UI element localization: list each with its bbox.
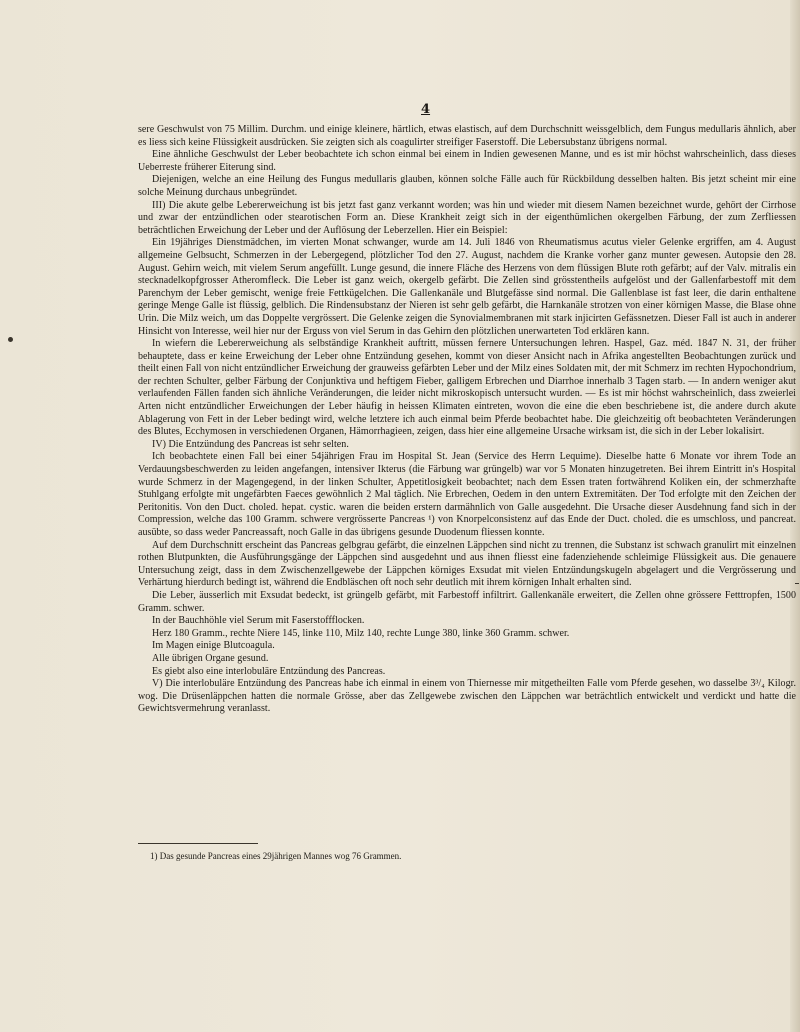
paragraph: Eine ähnliche Geschwulst der Leber beobachtete ich schon einmal bei einem in Indien gewesenen Manne, und es ist mir höchst wahrscheinlich, dass dieses Ueberreste früherer Eiterung sind. xyxy=(138,149,796,173)
paragraph: Es giebt also eine interlobuläre Entzündung des Pancreas. xyxy=(152,665,386,677)
paragraph: In der Bauchhöhle viel Serum mit Faserstoffflocken. xyxy=(152,615,365,627)
section-heading: IV) Die Entzündung des Pancreas ist sehr selten. xyxy=(152,438,349,450)
paragraph: V) Die interlobuläre Entzündung des Pancreas habe ich einmal in einem von Thiernesse mir mitgetheilten Falle vom Pferde gesehen, wo dasselbe 3³/₄ Kilogr. wog. Die Drüsenläppchen hatten die normale Grösse, aber das Zellgewebe zwischen den Läppchen war beträchtlich entwickelt und verdickt und hatte die Gewichtsvermehrung veranlasst. xyxy=(138,678,796,715)
paragraph: Ein 19jähriges Dienstmädchen, im vierten Monat schwanger, wurde am 14. Juli 1846 von Rheumatismus acutus vieler Gelenke ergriffen, am 4. August allgemeine Gelbsucht, Schmerzen in der Lebergegend, plötzlicher Tod den 27. August, nachdem die Kranke vorher ganz munter gewesen. Autopsie den 28. August. Gehirn weich, mit vielem Serum angefüllt. Lunge gesund, die innere Fläche des Herzens von dem flüssigen Blute roth gefärbt; auf der Valv. mitralis ein stecknadelkopfgrosser Atheromfleck. Die Leber ist ganz weich, okergelb gefärbt. Die Zellen sind grösstentheils aufgelöst und der Gallenfarbestoff mit dem Parenchym der Leber gemischt, wenige freie Fettkügelchen. Die Gallenkanäle und Blutgefässe sind normal. Die Gallenblase ist fast leer, die darin enthaltene geringe Menge Galle ist flüssig, gelblich. Die Rindensubstanz der Nieren ist sehr gelb gefärbt, die Harnkanäle strotzen von einer körnigen Masse, die Blase ohne Urin. Die Milz weich, um das Doppelte vergrössert. Die Gelenke zeigen die Synovialmembranen mit stark injicirten Gefässnetzen. Dieser Fall ist auch in anderer Hinsicht von Interesse, weil hier nur der Erguss von viel Serum in das Gehirn den plötzlichen unerwarteten Tod erklären kann. xyxy=(138,237,796,337)
footnote: 1) Das gesunde Pancreas eines 29jährigen Mannes wog 76 Grammen. xyxy=(150,851,402,861)
paragraph: sere Geschwulst von 75 Millim. Durchm. und einige kleinere, härtlich, etwas elastisch, auf dem Durchschnitt weissgelblich, dem Fungus medullaris ähnlich, aber es liess sich keine Flüssigkeit ausdrücken. Sie zeigten sich als coagulirter streifiger Faserstoff. Die Lebersubstanz übrigens normal. xyxy=(138,124,796,148)
paragraph: Herz 180 Gramm., rechte Niere 145, linke 110, Milz 140, rechte Lunge 380, linke 360 Gramm. schwer. xyxy=(152,627,570,639)
paragraph: In wiefern die Lebererweichung als selbständige Krankheit auftritt, müssen fernere Untersuchungen lehren. Haspel, Gaz. méd. 1847 N. 31, der früher behauptete, dass er keine Erweichung der Leber ohne Entzündung gesehen, kommt von dieser Ansicht nach in Afrika angestellten Beobachtungen zurück und theilt einen Fall von nicht entzündlicher Erweichung der grauweiss gefärbten Leber und der Milz eines Soldaten mit, der mit Schmerz im rechten Hypochondrium, der rechten Schulter, gelber Färbung der Conjunktiva und heftigem Fieber, galligem Erbrechen und Diarrhoe innerhalb 3 Tagen starb. — In andern weniger akut verlaufenden Fällen fanden sich ähnliche Veränderungen, die leider nicht mikroskopisch untersucht wurden. — Es ist mir höchst wahrscheinlich, dass zweierlei Arten nicht entzündlicher Erweichungen der Leber häufig in heissen Klimaten eintreten, wovon die eine die eben beschriebene ist, die andere durch akute Ablagerung von Fett in der Leber bedingt wird, welche letztere ich auch einmal beim Pferde beobachtet habe. Die gleichzeitig oft beobachteten Veränderungen des Blutes, Ecchymosen in verschiedenen Organen, Hämorrhagieen, zeigen, dass hier eine allgemeine Ursache wirksam ist, die sich in der Leber lokalisirt. xyxy=(138,338,796,438)
paragraph: Auf dem Durchschnitt erscheint das Pancreas gelbgrau gefärbt, die einzelnen Läppchen sind nicht zu trennen, die Substanz ist schwach granulirt mit einzelnen rothen Blutpunkten, die Ausführungsgänge der Läppchen sind ausgedehnt und aus ihnen fliesst eine fadenziehende schleimige Flüssigkeit aus. Die genauere Untersuchung zeigt, dass in dem Zwischenzellgewebe der Läppchen körniges Exsudat mit vielen Entzündungskugeln abgelagert und die Vergrösserung und Verhärtung hierdurch bedingt ist, während die Endbläschen oft noch sehr deutlich mit ihrem körnigen Inhalt erhalten sind. xyxy=(138,539,796,589)
page-number: 4 xyxy=(421,102,431,117)
paragraph: III) Die akute gelbe Lebererweichung ist bis jetzt fast ganz verkannt worden; was hin und wieder mit diesem Namen bezeichnet wurde, gehört der Cirrhose und zwar der entzündlichen oder stearotischen Form an. Diese Krankheit zeigt sich in der eigenthümlichen okergelben Färbung, der zum Zerfliessen beträchtlichen Erweichung der Leber und der Auflösung der Leberzellen. Hier ein Beispiel: xyxy=(138,199,796,236)
paragraph: Die Leber, äusserlich mit Exsudat bedeckt, ist grüngelb gefärbt, mit Farbestoff infiltrirt. Gallenkanäle erweitert, die Zellen ohne grössere Fetttropfen, 1500 Gramm. schwer. xyxy=(138,589,796,614)
paragraph: Alle übrigen Organe gesund. xyxy=(152,652,269,664)
margin-dot xyxy=(8,337,13,342)
paragraph: Ich beobachtete einen Fall bei einer 54jährigen Frau im Hospital St. Jean (Service des Herrn Lequime). Dieselbe hatte 6 Monate vor ihrem Tode an Verdauungsbeschwerden zu leiden angefangen, intensiver Ikterus (die Färbung war grüngelb) war vor 5 Monaten hinzugetreten. Bei ihrem Eintritt in's Hospital wurde Schmerz in der Magengegend, in der linken Schulter, Appetitlosigkeit beobachtet; nach dem Essen traten fortwährend Koliken ein, der schmerzhafte Stuhlgang erfolgte mit ungefärbten Faeces gewöhnlich 2 Mal täglich. Nie Erbrechen, Oedem in den untern Extremitäten. Der Tod erfolgte mit den Zeichen der Peritonitis. Von den Duct. choled. hepat. cystic. waren die beiden erstern darmähnlich von Galle ausgedehnt. Die Ursache dieser Ausdehnung fand sich in der Compression, welche das 100 Gramm. schwere vergrösserte Pancreas ¹) von Knorpelconsistenz auf das Ende der Duct. choled. die es umschloss, und pancreat. ausübte, so dass weder Pancreassaft, noch Galle in das übrigens gesunde Duodenum fliessen konnte. xyxy=(138,451,796,538)
footnote-rule xyxy=(138,843,258,844)
body-text xyxy=(138,124,796,716)
paragraph: Diejenigen, welche an eine Heilung des Fungus medullaris glauben, können solche Fälle auch für Rückbildung desselben halten. Bis jetzt scheint mir eine solche Meinung durchaus unbegründet. xyxy=(138,174,796,198)
paragraph: Im Magen einige Blutcoagula. xyxy=(152,640,275,652)
